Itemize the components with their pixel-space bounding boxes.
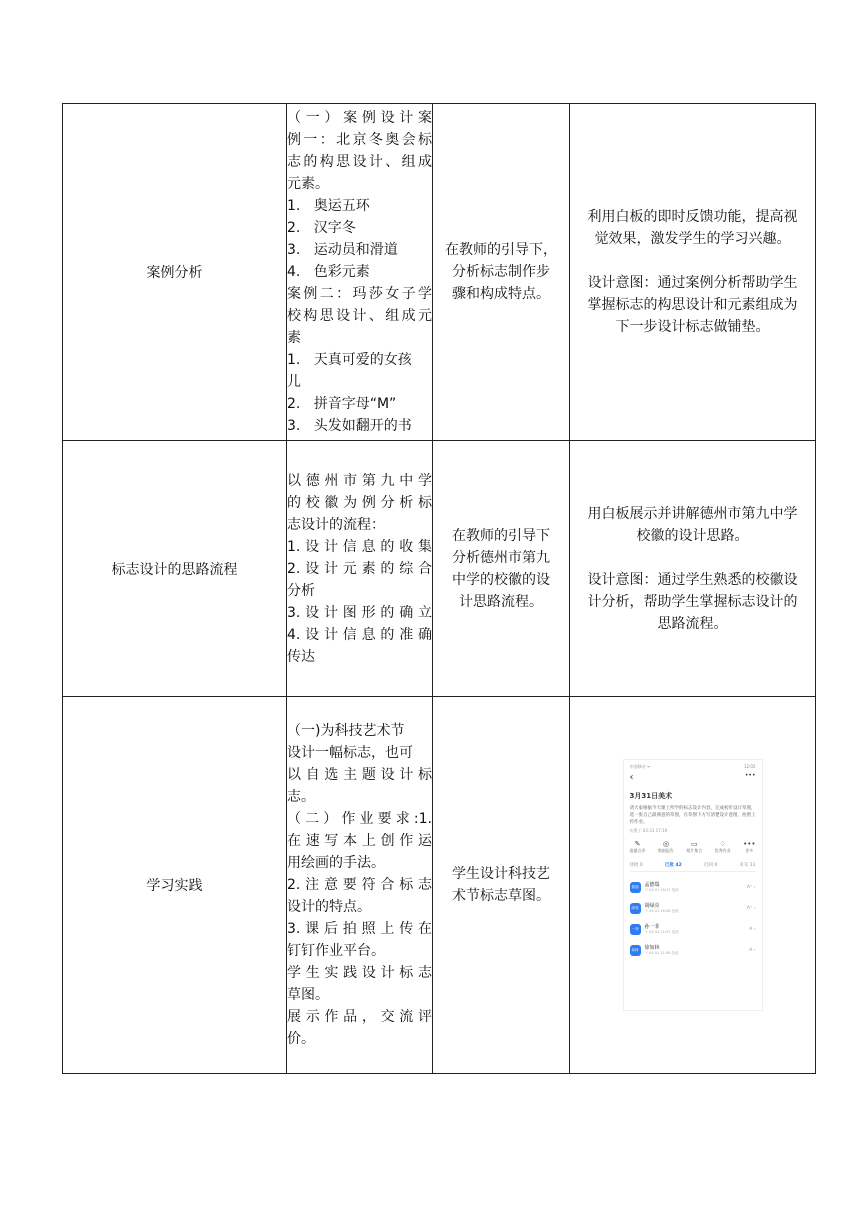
- homework-app-screenshot: [623, 759, 763, 1011]
- carrier-label: 中国移动 ᯤ: [629, 764, 651, 769]
- content-line: 3. 头发如翻开的书: [287, 418, 412, 434]
- avatar: 如林: [630, 945, 641, 956]
- avatar: 德瑞: [630, 882, 641, 893]
- content-line: 的校徽为例分析标: [287, 494, 432, 511]
- student-activity-cell: [433, 697, 570, 1074]
- avatar: 绿亮: [630, 903, 641, 914]
- note-line: 觉效果，激发学生的学习兴趣。: [594, 231, 791, 247]
- badge-icon: ♢: [719, 840, 726, 848]
- grade-time: 于 04-01 16:48 批改: [644, 909, 679, 913]
- assignment-meta: 布置于 03-31 17:19: [629, 828, 668, 833]
- content-line: 钉钉作业平台。: [287, 943, 385, 959]
- content-line: 2. 拼音字母“M”: [287, 396, 397, 412]
- back-icon[interactable]: ‹: [629, 772, 634, 783]
- content-line: 志的构思设计、组成: [287, 154, 432, 170]
- list-item[interactable]: [630, 923, 756, 935]
- note-line: 用白板展示并讲解德州市第九中学: [587, 505, 798, 522]
- action-photo-collection[interactable]: ▭ 相片集合: [686, 840, 703, 853]
- phone-status-bar: [630, 764, 756, 770]
- student-line: 术节标志草图。: [452, 888, 550, 904]
- list-item[interactable]: [630, 944, 756, 956]
- student-line: 计思路流程。: [459, 593, 543, 610]
- note-line: 设计意图：通过学生熟悉的校徽设: [587, 571, 798, 588]
- grade-badge: A ›: [749, 926, 756, 932]
- student-line: 分析德州市第九: [452, 549, 550, 566]
- action-batch-review[interactable]: ✎ 批量点评: [629, 840, 646, 853]
- student-activity-cell: [433, 104, 570, 441]
- stage-label: 学习实践: [146, 878, 203, 894]
- content-line: 学生实践设计标志: [287, 965, 432, 981]
- student-line: 在教师的引导下，: [445, 242, 557, 258]
- content-line: 4.设计信息的准确: [287, 626, 432, 643]
- grade-badge: A⁺ ›: [746, 905, 756, 911]
- content-line: 志。: [287, 789, 315, 805]
- content-line: （二）作业要求:1.: [287, 811, 432, 827]
- report-icon: ◎: [662, 840, 669, 848]
- phone-nav-bar: [630, 772, 756, 783]
- note-line: 掌握标志的构思设计和元素组成为: [587, 297, 798, 313]
- grade-time: 于 04-01 16:47 批改: [644, 888, 679, 892]
- screenshot-cell: [570, 697, 816, 1074]
- stage-cell: [63, 697, 287, 1074]
- design-notes-cell: [570, 441, 816, 697]
- clock-label: 12:02: [743, 764, 756, 769]
- student-name: 徐如林: [644, 945, 660, 951]
- note-line: 设计意图：通过案例分析帮助学生: [587, 275, 798, 291]
- content-line: 元素。: [287, 176, 329, 192]
- student-line: 在教师的引导下: [452, 527, 550, 544]
- tab-graded[interactable]: 已批 42: [664, 863, 682, 868]
- ellipsis-icon: •••: [743, 840, 756, 848]
- student-line: 学生设计科技艺: [452, 866, 550, 882]
- stage-cell: [63, 104, 287, 441]
- stage-label: 案例分析: [146, 265, 203, 281]
- content-line: 1.设计信息的收集: [287, 538, 432, 555]
- content-cell: [287, 441, 433, 697]
- grade-time: 于 04-04 11:08 批改: [644, 951, 679, 955]
- action-more[interactable]: ••• 更多: [743, 840, 756, 853]
- table-row: [63, 104, 816, 441]
- content-line: 分析: [287, 582, 315, 599]
- content-line: 3.课后拍照上传在: [287, 921, 432, 937]
- student-name: 胡绿亮: [644, 903, 660, 909]
- table-row: [63, 441, 816, 697]
- content-line: 志设计的流程：: [287, 516, 385, 533]
- student-activity-cell: [433, 441, 570, 697]
- content-line: 2.设计元素的综合: [287, 560, 432, 577]
- content-line: 设计的特点。: [287, 899, 371, 915]
- tab-returned[interactable]: 打回 0: [703, 863, 718, 868]
- content-line: 用绘画的手法。: [287, 855, 385, 871]
- content-line: 设计一幅标志，也可: [287, 745, 413, 761]
- content-line: 4. 色彩元素: [287, 264, 370, 280]
- content-line: 例一：北京冬奥会标: [287, 132, 432, 148]
- content-line: 展示作品，交流评: [287, 1009, 432, 1025]
- tab-not-submitted[interactable]: 未交 11: [739, 863, 756, 868]
- grade-time: 于 04-04 11:07 批改: [644, 930, 679, 934]
- student-line: 中学的校徽的设: [452, 571, 550, 588]
- note-line: 计分析，帮助学生掌握标志设计的: [587, 593, 798, 610]
- design-notes-cell: [570, 104, 816, 441]
- status-tabs: [630, 862, 756, 872]
- content-line: 案例二：玛莎女子学: [287, 286, 432, 302]
- assignment-description: 请大家根据今天课上所学的标志设计内容，完成初步设计草图，选一张自己最满意的草图，在草图下方写清楚设计意图，拍照上传作业。: [629, 806, 756, 825]
- lesson-plan-table: [62, 103, 816, 1074]
- action-data-report[interactable]: ◎ 数据报告: [657, 840, 674, 853]
- content-line: 以德州市第九中学: [287, 472, 432, 489]
- list-item[interactable]: [630, 902, 756, 914]
- assignment-title: 3月31日美术: [629, 792, 673, 800]
- more-icon[interactable]: •••: [744, 772, 756, 779]
- content-line: （一）案例设计案: [287, 110, 432, 126]
- content-line: 1. 奥运五环: [287, 198, 370, 214]
- pen-icon: ✎: [634, 840, 641, 848]
- note-line: 校徽的设计思路。: [636, 527, 749, 544]
- grade-badge: A⁺ ›: [746, 884, 756, 890]
- content-line: 在速写本上创作运: [287, 833, 432, 849]
- content-line: （一)为科技艺术节: [287, 723, 405, 739]
- student-name: 孟德瑞: [644, 882, 660, 888]
- content-cell: [287, 697, 433, 1074]
- content-line: 3.设计图形的确立: [287, 604, 432, 621]
- student-name: 孙一菲: [644, 924, 660, 930]
- folder-icon: ▭: [690, 840, 698, 848]
- student-line: 分析标志制作步: [452, 264, 550, 280]
- content-line: 传达: [287, 648, 315, 665]
- note-line: 下一步设计标志做铺垫。: [615, 319, 770, 335]
- action-bar: [630, 840, 756, 854]
- content-line: 价。: [287, 1031, 315, 1047]
- list-item[interactable]: [630, 881, 756, 893]
- content-line: 2. 汉字冬: [287, 220, 356, 236]
- note-line: 思路流程。: [657, 615, 728, 632]
- avatar: 一菲: [630, 924, 641, 935]
- stage-cell: [63, 441, 287, 697]
- note-line: 利用白板的即时反馈功能，提高视: [587, 209, 798, 225]
- table-row: [63, 697, 816, 1074]
- tab-pending[interactable]: 待批 0: [629, 863, 643, 868]
- action-excellent-work[interactable]: ♢ 优秀作业: [714, 840, 731, 853]
- grade-badge: A ›: [749, 947, 756, 953]
- stage-label: 标志设计的思路流程: [111, 561, 238, 578]
- content-line: 2.注意要符合标志: [287, 877, 432, 893]
- content-line: 素: [287, 330, 301, 346]
- content-line: 以自选主题设计标: [287, 767, 432, 783]
- content-line: 儿: [287, 374, 301, 390]
- student-line: 骤和构成特点。: [452, 286, 550, 302]
- content-line: 3. 运动员和滑道: [287, 242, 398, 258]
- content-line: 草图。: [287, 987, 329, 1003]
- content-line: 校构思设计、组成元: [287, 308, 432, 324]
- content-cell: [287, 104, 433, 441]
- content-line: 1. 天真可爱的女孩: [287, 352, 412, 368]
